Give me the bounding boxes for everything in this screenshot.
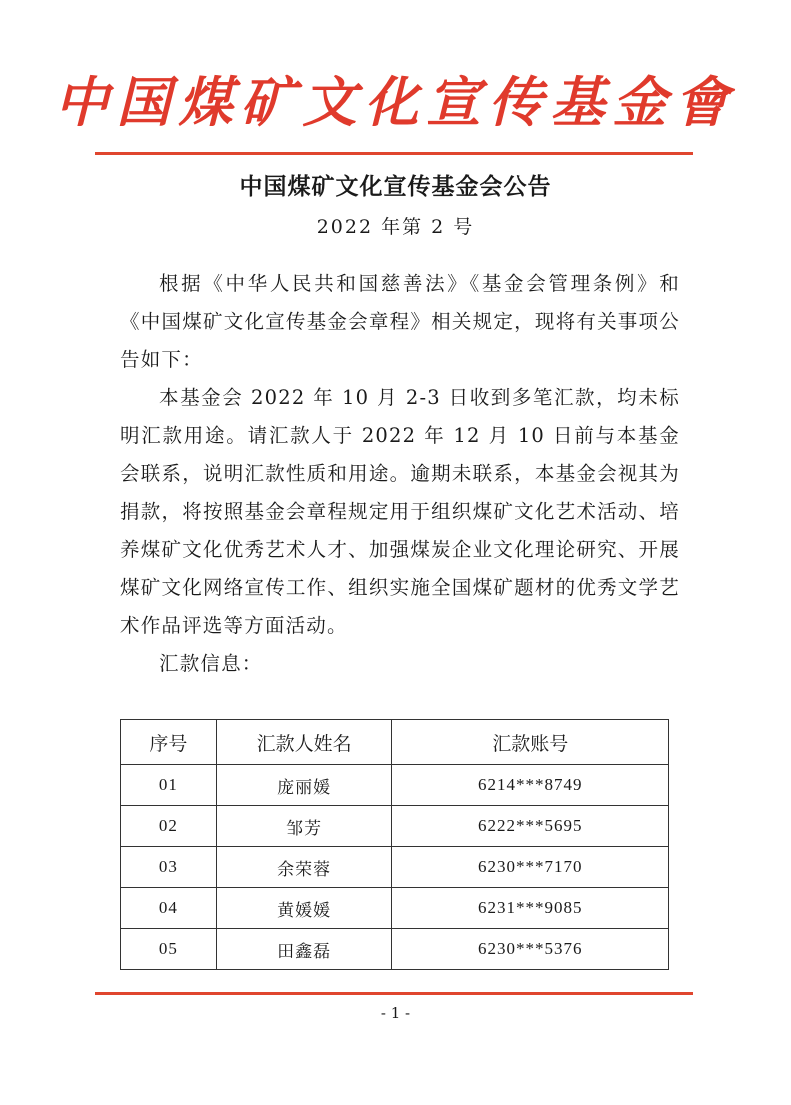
remittance-heading: 汇款信息： xyxy=(159,652,263,675)
footer-rule xyxy=(95,992,693,995)
foundation-logo: 中国煤矿文化宣传基金會 xyxy=(54,70,737,134)
cell-index: 01 xyxy=(121,765,217,806)
cell-index: 02 xyxy=(121,806,217,847)
page-number: - 1 - xyxy=(380,1004,411,1022)
column-header-index: 序号 xyxy=(121,720,217,765)
table-row xyxy=(121,847,669,888)
paragraph-notice: 本基金会 2022 年 10 月 2-3 日收到多笔汇款，均未标明汇款用途。请汇款人于 2022 年 12 月 10 日前与本基金会联系，说明汇款性质和用途。逾期未联系，本基金会视其为捐款，将按照基金会章程规定用于组织煤矿文化艺术活动、培养煤矿文化优秀艺术人才、加强煤炭企业文化理论研究、开展煤矿文化网络宣传工作、组织实施全国煤矿题材的优秀文学艺术作品评选等方面活动。 xyxy=(120,386,680,637)
document-title: 中国煤矿文化宣传基金会公告 xyxy=(239,173,552,200)
column-header-name: 汇款人姓名 xyxy=(216,720,392,765)
cell-name: 余荣蓉 xyxy=(216,847,392,888)
table-header-row xyxy=(121,720,669,765)
header-rule xyxy=(95,152,693,155)
table-row xyxy=(121,806,669,847)
column-header-account: 汇款账号 xyxy=(392,720,669,765)
cell-account: 6231***9085 xyxy=(392,888,669,929)
paragraph-intro: 根据《中华人民共和国慈善法》《基金会管理条例》和《中国煤矿文化宣传基金会章程》相关规定，现将有关事项公告如下： xyxy=(120,272,680,371)
remittance-table xyxy=(120,719,669,970)
cell-index: 04 xyxy=(121,888,217,929)
table-row xyxy=(121,888,669,929)
cell-index: 05 xyxy=(121,929,217,970)
cell-index: 03 xyxy=(121,847,217,888)
cell-name: 庞丽媛 xyxy=(216,765,392,806)
document-number: 2022 年第 2 号 xyxy=(316,216,475,238)
cell-account: 6222***5695 xyxy=(392,806,669,847)
document-body xyxy=(120,265,680,683)
cell-account: 6214***8749 xyxy=(392,765,669,806)
cell-account: 6230***7170 xyxy=(392,847,669,888)
cell-account: 6230***5376 xyxy=(392,929,669,970)
cell-name: 田鑫磊 xyxy=(216,929,392,970)
cell-name: 邹芳 xyxy=(216,806,392,847)
table-row xyxy=(121,765,669,806)
table-row xyxy=(121,929,669,970)
cell-name: 黄媛媛 xyxy=(216,888,392,929)
